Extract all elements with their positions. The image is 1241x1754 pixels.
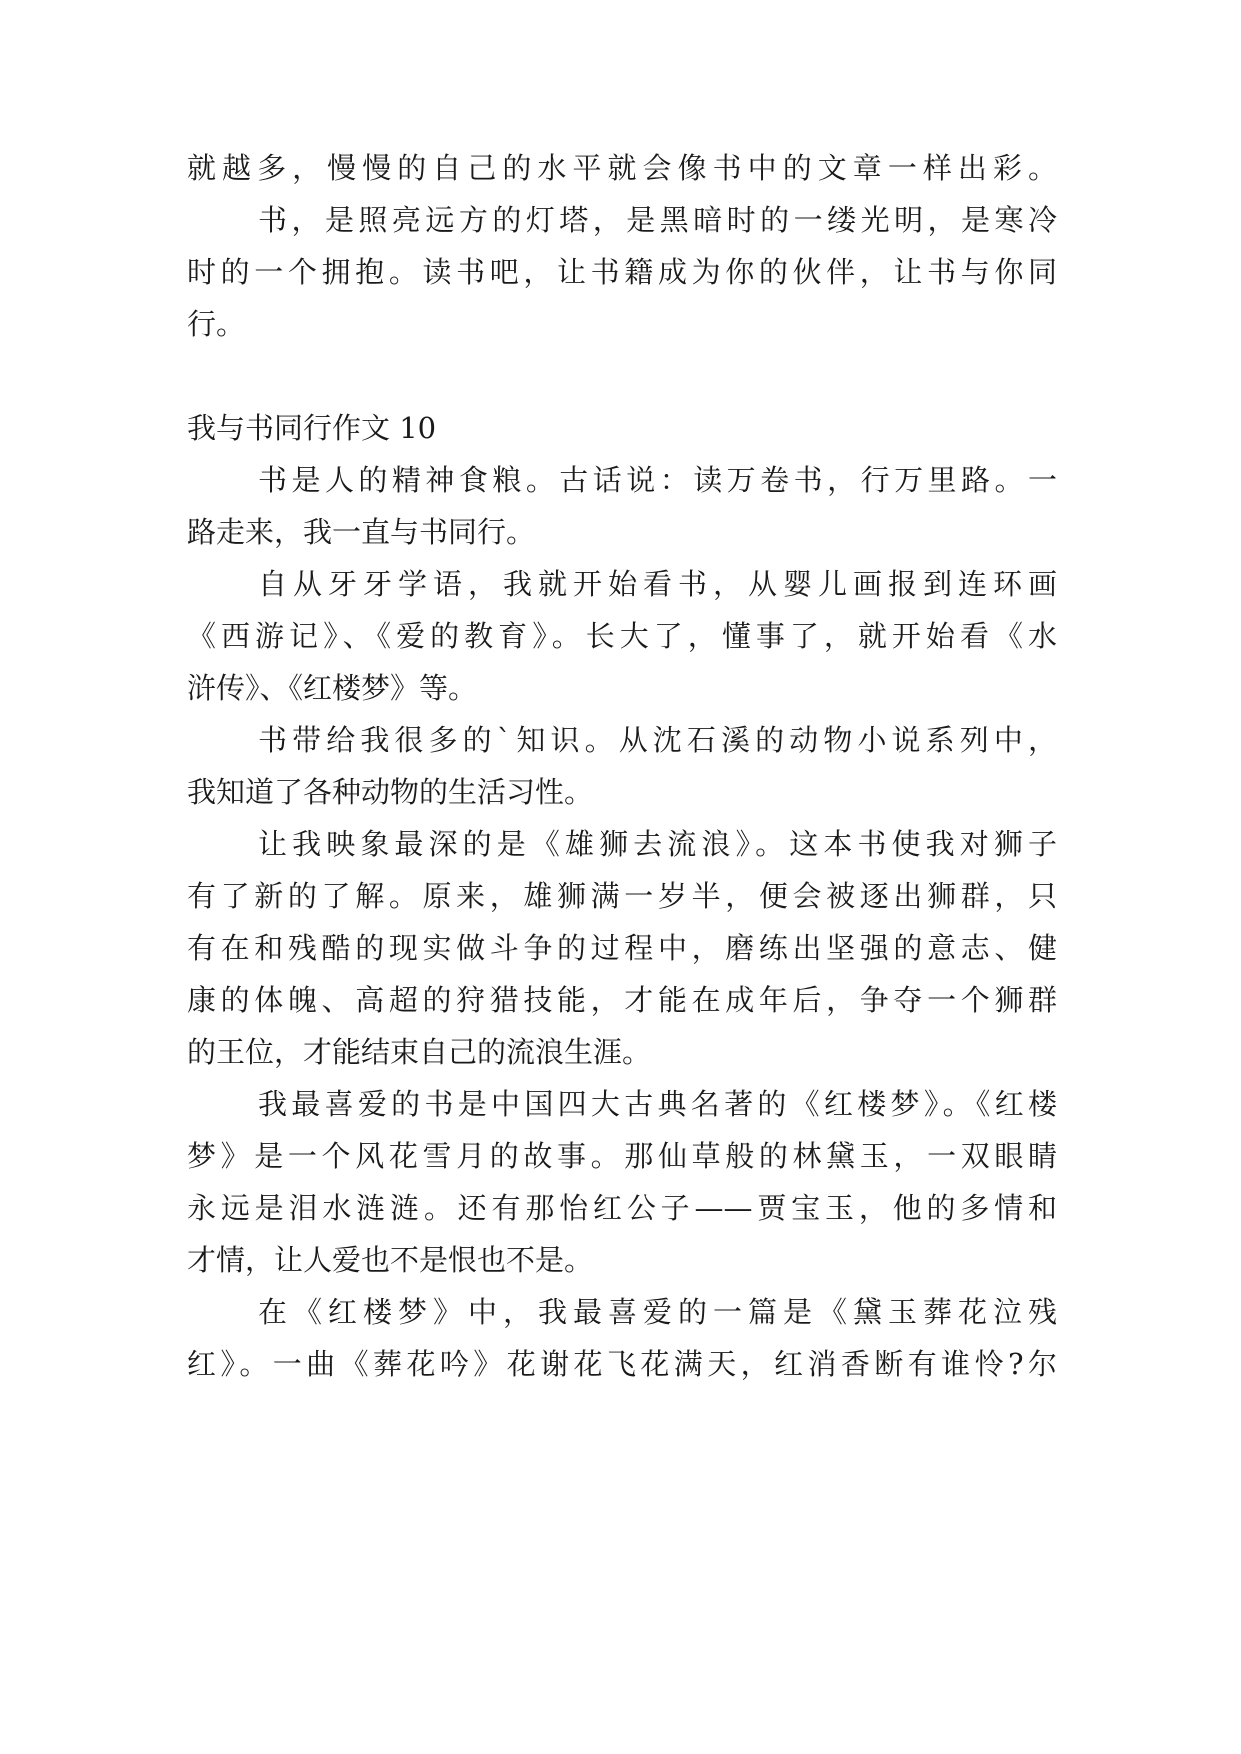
text-line-3: 时的一个拥抱。读书吧，让书籍成为你的伙伴，让书与你同: [187, 255, 1057, 289]
text-line-18: 我最喜爱的书是中国四大古典名著的《红楼梦》。《红楼: [258, 1087, 1057, 1121]
text-line-15: 有在和残酷的现实做斗争的过程中，磨练出坚强的意志、健: [187, 931, 1057, 965]
section-heading: 我与书同行作文 10: [187, 411, 437, 445]
text-line-8: 自从牙牙学语，我就开始看书，从婴儿画报到连环画: [258, 567, 1057, 601]
text-line-16: 康的体魄、高超的狩猎技能，才能在成年后，争夺一个狮群: [187, 983, 1057, 1017]
text-line-20: 永远是泪水涟涟。还有那怡红公子——贾宝玉，他的多情和: [187, 1191, 1057, 1225]
text-line-7: 路走来，我一直与书同行。: [187, 515, 536, 549]
text-line-9: 《西游记》、《爱的教育》。长大了，懂事了，就开始看《水: [187, 619, 1057, 653]
text-line-6: 书是人的精神食粮。古话说：读万卷书，行万里路。一: [258, 463, 1057, 497]
text-line-11: 书带给我很多的`知识。从沈石溪的动物小说系列中，: [258, 723, 1057, 757]
text-line-17: 的王位，才能结束自己的流浪生涯。: [187, 1035, 652, 1069]
text-line-14: 有了新的了解。原来，雄狮满一岁半，便会被逐出狮群，只: [187, 879, 1057, 913]
text-line-2: 书，是照亮远方的灯塔，是黑暗时的一缕光明，是寒冷: [258, 203, 1057, 237]
text-line-21: 才情，让人爱也不是恨也不是。: [187, 1243, 594, 1277]
text-line-22: 在《红楼梦》中，我最喜爱的一篇是《黛玉葬花泣残: [258, 1295, 1057, 1329]
text-line-10: 浒传》、《红楼梦》等。: [187, 671, 478, 705]
text-line-12: 我知道了各种动物的生活习性。: [187, 775, 594, 809]
text-line-1: 就越多，慢慢的自己的水平就会像书中的文章一样出彩。: [187, 151, 1057, 185]
text-line-19: 梦》是一个风花雪月的故事。那仙草般的林黛玉，一双眼睛: [187, 1139, 1057, 1173]
text-line-13: 让我映象最深的是《雄狮去流浪》。这本书使我对狮子: [258, 827, 1057, 861]
text-line-23: 红》。一曲《葬花吟》花谢花飞花满天，红消香断有谁怜?尔: [187, 1347, 1057, 1381]
text-line-4: 行。: [187, 307, 246, 341]
